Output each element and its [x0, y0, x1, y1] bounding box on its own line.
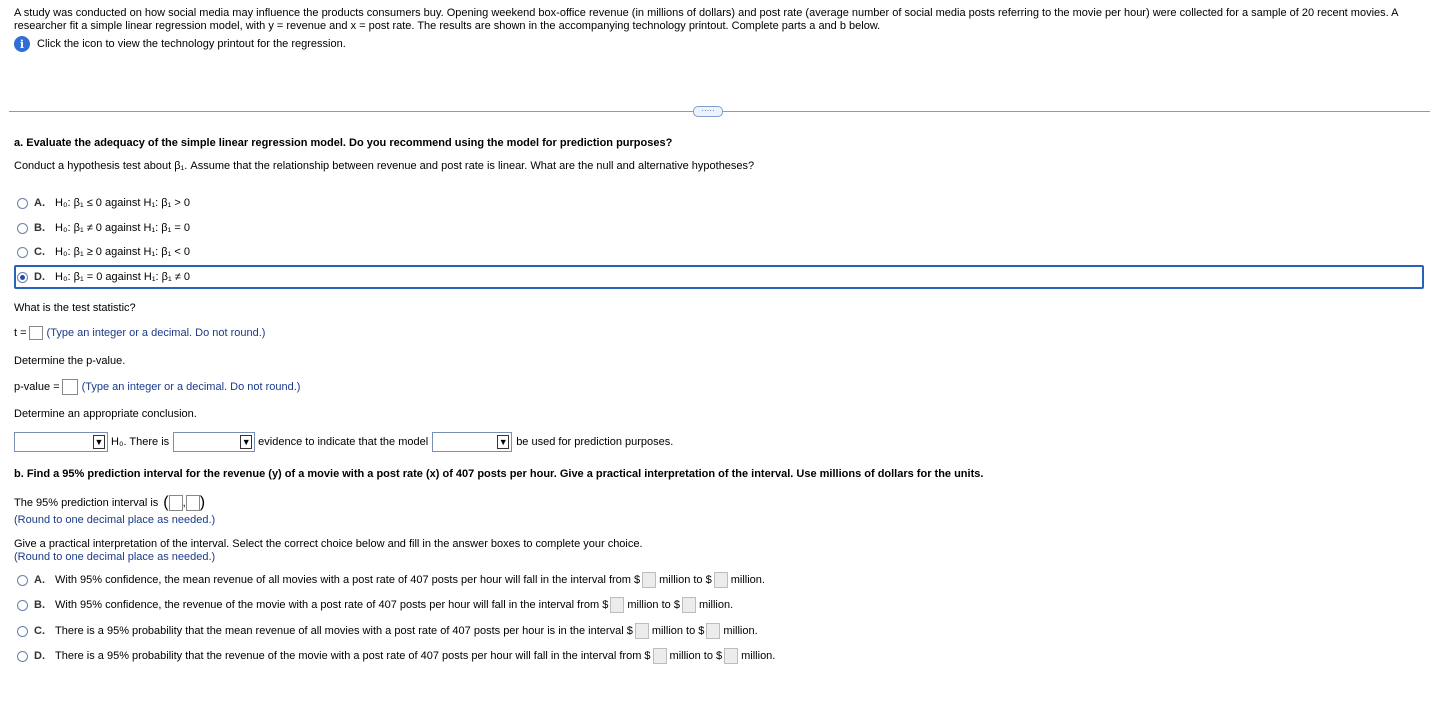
- million-to-text: million to $: [659, 574, 712, 586]
- evidence-dropdown[interactable]: [173, 432, 255, 452]
- info-row[interactable]: [14, 36, 346, 52]
- option-letter: B.: [34, 222, 45, 234]
- pvalue-question: Determine the p-value.: [14, 355, 126, 367]
- interpretation-option-c[interactable]: [17, 623, 758, 639]
- problem-statement: A study was conducted on how social media may influence the products consumers buy. Opening weekend box-office revenue (in millions of dollars) and post rate (average number of social media posts referring to the movie per hour) were collected for a sample of 20 recent movies. A researcher fit a simple linear regression model, with y = revenue and x = post rate. The results are shown in the accompanying technology printout. Complete parts a and b below.: [14, 7, 1398, 32]
- million-to-text: million to $: [669, 650, 723, 662]
- option-letter: A.: [34, 197, 45, 209]
- selected-option-highlight: [14, 265, 1424, 289]
- million-to-text: million to $: [627, 599, 680, 611]
- t-label: t =: [14, 327, 27, 339]
- option-letter: B.: [34, 599, 45, 611]
- interval-row: [14, 494, 205, 512]
- p-hint: (Type an integer or a decimal. Do not round.): [81, 381, 301, 393]
- million-end-text: million.: [730, 574, 765, 586]
- conclusion-row: [14, 432, 673, 452]
- upper-input[interactable]: [724, 648, 738, 664]
- info-link-text[interactable]: Click the icon to view the technology printout for the regression.: [37, 38, 346, 50]
- interpretation-option-b[interactable]: [17, 597, 733, 613]
- option-letter: D.: [34, 271, 45, 283]
- pvalue-row: [14, 379, 300, 395]
- interval-hint: (Round to one decimal place as needed.): [14, 514, 216, 526]
- test-stat-question: What is the test statistic?: [14, 302, 136, 314]
- lower-input[interactable]: [610, 597, 624, 613]
- hypothesis-option-b[interactable]: [17, 222, 190, 234]
- interpretation-prompt: Give a practical interpretation of the interval. Select the correct choice below and fill in the answer boxes to complete your choice.: [14, 538, 643, 550]
- hypothesis-option-d[interactable]: [17, 271, 190, 283]
- interval-comma: ,: [182, 497, 186, 509]
- interval-paren-open: (: [163, 494, 169, 511]
- reject-dropdown[interactable]: [14, 432, 108, 452]
- model-dropdown[interactable]: [432, 432, 512, 452]
- part-a-title: a. Evaluate the adequacy of the simple linear regression model. Do you recommend using the model for prediction purposes?: [14, 137, 673, 149]
- info-icon[interactable]: i: [14, 36, 30, 52]
- expand-handle[interactable]: ·····: [693, 106, 723, 117]
- interval-paren-close: ): [199, 494, 206, 511]
- option-text: H₀: β₁ ≠ 0 against H₁: β₁ = 0: [55, 222, 190, 234]
- option-text: With 95% confidence, the revenue of the movie with a post rate of 407 posts per hour will fall in the interval from $: [55, 599, 609, 611]
- hypothesis-option-c[interactable]: [17, 246, 190, 258]
- pvalue-input[interactable]: [62, 379, 78, 395]
- radio-b-d[interactable]: [17, 651, 28, 662]
- conclusion-mid-text: evidence to indicate that the model: [258, 436, 429, 448]
- t-stat-input[interactable]: [29, 326, 43, 340]
- option-letter: C.: [34, 625, 45, 637]
- option-letter: C.: [34, 246, 45, 258]
- p-label: p-value =: [14, 381, 60, 393]
- t-stat-row: [14, 326, 265, 340]
- million-to-text: million to $: [651, 625, 705, 637]
- upper-input[interactable]: [706, 623, 720, 639]
- dropdown-arrow-icon: ▼: [498, 437, 508, 447]
- radio-c[interactable]: [17, 247, 28, 258]
- conclusion-end-text: be used for prediction purposes.: [516, 436, 674, 448]
- interpretation-option-d[interactable]: [17, 648, 775, 664]
- interval-lower-input[interactable]: [169, 495, 183, 511]
- radio-b-a[interactable]: [17, 575, 28, 586]
- lower-input[interactable]: [653, 648, 667, 664]
- upper-input[interactable]: [714, 572, 728, 588]
- t-hint: (Type an integer or a decimal. Do not round.): [46, 327, 266, 339]
- option-text: H₀: β₁ ≥ 0 against H₁: β₁ < 0: [55, 246, 190, 258]
- lower-input[interactable]: [642, 572, 656, 588]
- radio-b-c[interactable]: [17, 626, 28, 637]
- option-text: H₀: β₁ = 0 against H₁: β₁ ≠ 0: [55, 271, 190, 283]
- million-end-text: million.: [723, 625, 758, 637]
- option-letter: D.: [34, 650, 45, 662]
- hypothesis-prompt: Conduct a hypothesis test about β₁. Assume that the relationship between revenue and post rate is linear. What are the null and alternative hypotheses?: [14, 160, 755, 172]
- option-text: There is a 95% probability that the mean revenue of all movies with a post rate of 407 posts per hour is in the interval $: [55, 625, 633, 637]
- conclusion-question: Determine an appropriate conclusion.: [14, 408, 197, 420]
- radio-a[interactable]: [17, 198, 28, 209]
- option-letter: A.: [34, 574, 45, 586]
- part-b-title: b. Find a 95% prediction interval for the revenue (y) of a movie with a post rate (x) of 407 posts per hour. Give a practical interpretation of the interval. Use millions of dollars for the units.: [14, 468, 984, 480]
- conclusion-h0-text: H₀. There is: [111, 436, 170, 448]
- radio-b[interactable]: [17, 223, 28, 234]
- interpretation-hint: (Round to one decimal place as needed.): [14, 551, 216, 563]
- hypothesis-option-a[interactable]: [17, 197, 190, 209]
- million-end-text: million.: [698, 599, 734, 611]
- interval-label: The 95% prediction interval is: [14, 497, 159, 509]
- radio-d-selected[interactable]: [17, 272, 28, 283]
- upper-input[interactable]: [682, 597, 696, 613]
- interval-upper-input[interactable]: [186, 495, 200, 511]
- dropdown-arrow-icon: ▼: [94, 437, 104, 447]
- dropdown-arrow-icon: ▼: [241, 437, 251, 447]
- radio-b-b[interactable]: [17, 600, 28, 611]
- option-text: H₀: β₁ ≤ 0 against H₁: β₁ > 0: [55, 197, 190, 209]
- lower-input[interactable]: [635, 623, 649, 639]
- option-text: With 95% confidence, the mean revenue of all movies with a post rate of 407 posts per hour will fall in the interval from $: [55, 574, 641, 586]
- million-end-text: million.: [741, 650, 776, 662]
- interpretation-option-a[interactable]: [17, 572, 765, 588]
- option-text: There is a 95% probability that the revenue of the movie with a post rate of 407 posts per hour will fall in the interval from $: [55, 650, 651, 662]
